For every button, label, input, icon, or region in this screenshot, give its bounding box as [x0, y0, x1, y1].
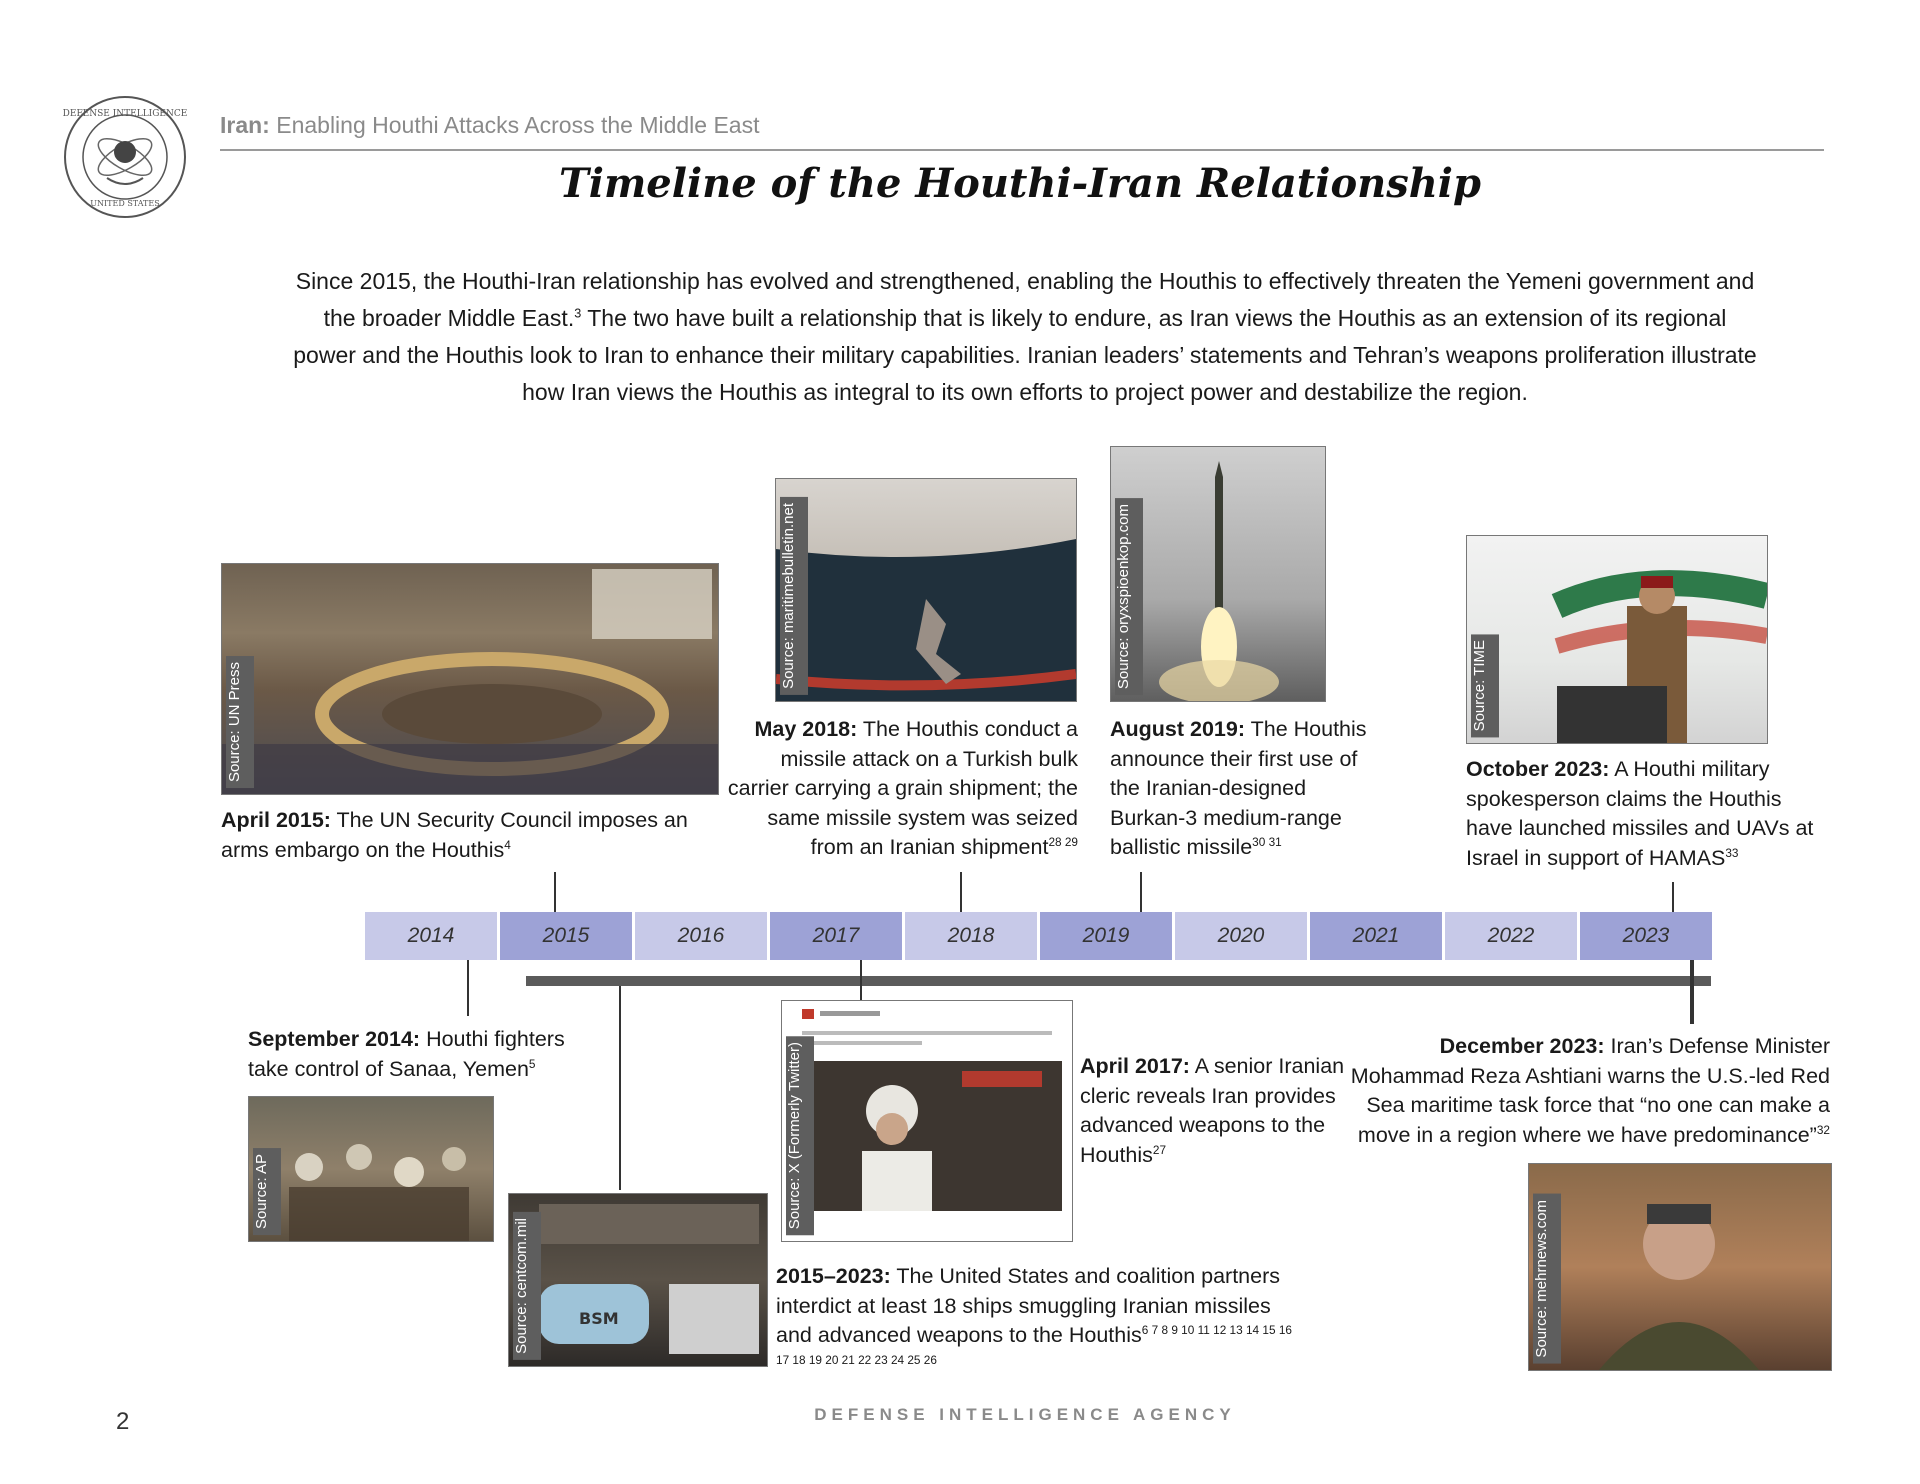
event-date: May 2018: — [754, 717, 858, 741]
houthi-spokesperson-photo — [1466, 535, 1768, 744]
header-divider — [220, 149, 1824, 151]
event-text: The UN Security Council imposes an arms embargo on the Houthis — [221, 808, 688, 862]
un-security-council-photo — [221, 563, 719, 795]
header-label-lead: Iran: — [220, 112, 270, 138]
event-date: 2015–2023: — [776, 1264, 891, 1288]
event-date: December 2023: — [1439, 1034, 1605, 1058]
event-refs: 4 — [504, 837, 511, 852]
seized-weapons-photo — [508, 1193, 768, 1367]
svg-text:UNITED STATES: UNITED STATES — [90, 199, 160, 208]
event-text: The United States and coalition partners interdict at least 18 ships smuggling Iranian missiles and advanced weapons to the Houthis — [776, 1264, 1281, 1347]
event-caption-may-2018 — [725, 715, 1078, 863]
event-refs: 27 — [1152, 1142, 1167, 1157]
page-title: Timeline of the Houthi-Iran Relationship — [559, 160, 1481, 207]
connector-apr-2015 — [554, 872, 556, 912]
connector-2015-2023 — [619, 986, 621, 1190]
year-cell-2021: 2021 — [1310, 912, 1445, 960]
photo-source-label: Source: AP — [253, 1148, 281, 1235]
year-cell-2022: 2022 — [1445, 912, 1580, 960]
event-caption-oct-2023 — [1466, 755, 1816, 873]
event-caption-apr-2017 — [1080, 1052, 1350, 1170]
connector-oct-2023 — [1672, 882, 1674, 912]
ship-hull-damage-photo — [775, 478, 1077, 702]
year-cell-2019: 2019 — [1040, 912, 1175, 960]
svg-text:DEFENSE INTELLIGENCE: DEFENSE INTELLIGENCE — [62, 109, 188, 119]
photo-source-label: Source: UN Press — [226, 656, 254, 788]
interdiction-span-bar — [526, 976, 1711, 986]
event-caption-sep-2014 — [248, 1025, 588, 1084]
event-refs: 28 29 — [1048, 834, 1078, 849]
event-date: September 2014: — [248, 1027, 421, 1051]
connector-dec-2023 — [1690, 960, 1694, 1024]
iran-defense-minister-photo — [1528, 1163, 1832, 1371]
photo-source-label: Source: centcom.mil — [513, 1212, 541, 1360]
event-date: April 2015: — [221, 808, 331, 832]
event-text: The Houthis conduct a missile attack on a Turkish bulk carrier carrying a grain shipment; the same missile system was seized from an Iranian shipment — [727, 717, 1078, 859]
intro-ref: 3 — [574, 306, 582, 321]
burkan-missile-launch-photo — [1110, 446, 1326, 702]
event-date: April 2017: — [1080, 1054, 1190, 1078]
event-caption-aug-2019 — [1110, 715, 1370, 863]
event-refs: 32 — [1816, 1122, 1830, 1137]
intro-text-2: The two have built a relationship that is likely to endure, as Iran views the Houthis as an extension of its regional power and the Houthis look to Iran to enhance their military capabilities. Iranian leaders’ statements and Tehran’s weapons proliferation illustrate how Iran views the Houthis as integral to its own efforts to project power and destabilize the region. — [293, 305, 1757, 405]
cleric-tweet-screenshot — [781, 1000, 1073, 1242]
footer-agency-name: DEFENSE INTELLIGENCE AGENCY — [814, 1405, 1236, 1424]
photo-source-label: Source: TIME — [1471, 634, 1499, 737]
year-cell-2015: 2015 — [500, 912, 635, 960]
year-cell-2016: 2016 — [635, 912, 770, 960]
houthi-fighters-sanaa-photo — [248, 1096, 494, 1242]
connector-sep-2014 — [467, 960, 469, 1016]
event-text: A Houthi military spokesperson claims the Houthis have launched missiles and UAVs at Israel in support of HAMAS — [1466, 757, 1814, 870]
dia-seal-logo — [62, 94, 188, 220]
photo-source-label: Source: X (Formerly Twitter) — [786, 1036, 814, 1235]
event-text: The Houthis announce their first use of the Iranian-designed Burkan-3 medium-range ballistic missile — [1110, 717, 1367, 859]
document-header-label — [220, 112, 760, 139]
header-label-rest: Enabling Houthi Attacks Across the Middle East — [269, 112, 760, 138]
year-cell-2020: 2020 — [1175, 912, 1310, 960]
event-refs: 5 — [528, 1056, 536, 1071]
event-caption-apr-2015 — [221, 806, 701, 865]
connector-apr-2017 — [860, 960, 862, 1000]
event-text: Iran’s Defense Minister Mohammad Reza Ashtiani warns the U.S.-led Red Sea maritime task force that “no one can make a move in a region where we have predominance” — [1350, 1034, 1830, 1147]
event-text: Houthi fighters take control of Sanaa, Yemen — [248, 1027, 565, 1081]
event-date: October 2023: — [1466, 757, 1610, 781]
timeline-year-bar — [365, 912, 1715, 960]
year-cell-2014: 2014 — [365, 912, 500, 960]
photo-source-label: Source: oryxspioenkop.com — [1115, 498, 1143, 695]
page-number: 2 — [116, 1408, 130, 1435]
year-cell-2017: 2017 — [770, 912, 905, 960]
year-cell-2018: 2018 — [905, 912, 1040, 960]
photo-source-label: Source: maritimebulletin.net — [780, 497, 808, 695]
year-cell-2023: 2023 — [1580, 912, 1715, 960]
event-refs: 6 7 8 9 10 11 12 13 14 15 16 17 18 19 20 21 22 23 24 25 26 — [776, 1322, 1292, 1367]
event-refs: 30 31 — [1252, 834, 1282, 849]
event-caption-dec-2023 — [1350, 1032, 1830, 1150]
photo-source-label: Source: mehrnews.com — [1533, 1194, 1561, 1364]
intro-text-1: Since 2015, the Houthi-Iran relationship has evolved and strengthened, enabling the Houthis to effectively threaten the Yemeni government and the broader Middle East. — [295, 268, 1755, 331]
event-caption-2015-2023 — [776, 1262, 1306, 1380]
intro-paragraph — [290, 263, 1760, 411]
svg-text:BSM: BSM — [579, 1309, 619, 1328]
event-date: August 2019: — [1110, 717, 1246, 741]
event-refs: 33 — [1725, 845, 1739, 860]
connector-aug-2019 — [1140, 872, 1142, 912]
event-text: A senior Iranian cleric reveals Iran provides advanced weapons to the Houthis — [1080, 1054, 1345, 1167]
connector-may-2018 — [960, 872, 962, 912]
